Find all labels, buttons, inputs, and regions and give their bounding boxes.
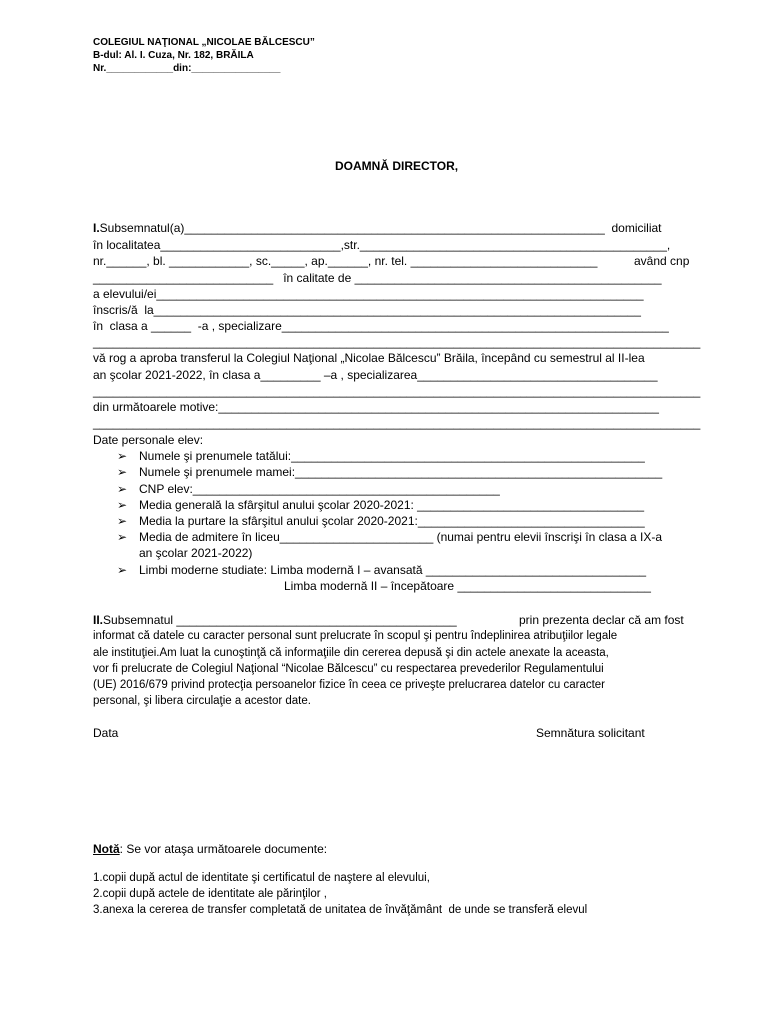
- section-1-numeral: I.: [93, 221, 100, 235]
- section-2-line-3: ale instituţiei.Am luat la cunoştinţă că informaţiile din cererea depusă şi din actele anexate la aceasta,: [93, 647, 609, 659]
- section-1-line-4: ___________________________ în calitate de ______________________________________________: [93, 271, 662, 285]
- arrow-bullet-icon: ➢: [117, 482, 128, 496]
- section-2-numeral: II.: [93, 613, 104, 627]
- section-2-line-1: II.Subsemnatul __________________________________________: [93, 613, 457, 627]
- list-item: ➢ Media generală la sfârşitul anului şcolar 2020-2021: __________________________________: [117, 498, 645, 512]
- list-item-continuation: Limba modernă II – începătoare _____________________________: [284, 579, 651, 593]
- section-1-line-6: înscris/ă la_________________________________________________________________________: [93, 303, 641, 317]
- section-1-line-3: nr.______, bl. ____________, sc._____, ap.______, nr. tel. ____________________________: [93, 254, 598, 268]
- arrow-bullet-icon: ➢: [117, 498, 128, 512]
- section-2-line-5: (UE) 2016/679 privind protecţia persoanelor fizice în ceea ce priveşte prelucrarea datelor cu caracter: [93, 679, 606, 691]
- section-1-line-8: ___________________________________________________________________________________________: [93, 335, 701, 349]
- list-item: ➢ Numele şi prenumele tatălui:_____________________________________________________: [117, 449, 645, 463]
- page-title: DOAMNĂ DIRECTOR,: [335, 159, 459, 173]
- note-heading: Notă: Se vor ataşa următoarele documente:: [93, 842, 328, 856]
- list-item: ➢ Numele şi prenumele mamei:_______________________________________________________: [117, 465, 663, 479]
- list-item-continuation: an şcolar 2021-2022): [139, 546, 253, 560]
- section-1-line-9: vă rog a aproba transferul la Colegiul Naţional „Nicolae Bălcescu” Brăila, începând cu semestrul al II-lea: [93, 351, 645, 365]
- section-1-line-11: ___________________________________________________________________________________________: [93, 384, 701, 398]
- list-item: ➢ Media de admitere în liceu_______________________ (numai pentru elevii înscrişi în clasa a IX-a: [117, 530, 663, 544]
- school-address: B-dul: Al. I. Cuza, Nr. 182, BRĂILA: [93, 50, 254, 61]
- section-2-line-6: personal, şi libera circulaţie a acestor date.: [93, 695, 311, 707]
- note-item: 3.anexa la cererea de transfer completată de unitatea de învăţământ de unde se transferă elevul: [93, 904, 588, 916]
- section-1-line-7: în clasa a ______ -a , specializare__________________________________________________________: [93, 319, 669, 333]
- arrow-bullet-icon: ➢: [117, 563, 128, 577]
- list-item: ➢ Media la purtare la sfârşitul anului şcolar 2020-2021:__________________________________: [117, 514, 645, 528]
- arrow-bullet-icon: ➢: [117, 530, 128, 544]
- subsemnatul-field: Subsemnatul(a)_______________________________________________________________ domiciliat: [99, 221, 662, 235]
- arrow-bullet-icon: ➢: [117, 514, 128, 528]
- section-1-line-1: [93, 220, 662, 236]
- section-1-line-13: ___________________________________________________________________________________________: [93, 416, 701, 430]
- section-1-line-5: a elevului/ei_________________________________________________________________________: [93, 287, 644, 301]
- note-label: Notă: [93, 842, 120, 856]
- school-name: COLEGIUL NAŢIONAL „NICOLAE BĂLCESCU”: [93, 37, 315, 48]
- personal-data-heading: Date personale elev:: [93, 433, 204, 447]
- signature-label: Semnătura solicitant: [536, 726, 645, 740]
- list-item: ➢ Limbi moderne studiate: Limba modernă I – avansată _________________________________: [117, 563, 647, 577]
- cnp-label: având cnp: [634, 254, 690, 268]
- arrow-bullet-icon: ➢: [117, 449, 128, 463]
- note-item: 1.copii după actul de identitate şi certificatul de naştere al elevului,: [93, 872, 430, 884]
- registration-number: Nr.____________din:________________: [93, 63, 281, 74]
- section-1-line-10: an şcolar 2021-2022, în clasa a_________ –a , specializarea____________________________________: [93, 368, 658, 382]
- date-label: Data: [93, 726, 119, 740]
- section-2-line-4: vor fi prelucrate de Colegiul Naţional “Nicolae Bălcescu” cu respectarea prevederilor Regulamentului: [93, 663, 604, 675]
- section-1-line-2: în localitatea___________________________,str.______________________________________________,: [93, 238, 671, 252]
- arrow-bullet-icon: ➢: [117, 465, 128, 479]
- list-item: ➢ CNP elev:______________________________________________: [117, 482, 500, 496]
- section-2-line-2: informat că datele cu caracter personal sunt prelucrate în scopul şi pentru îndeplinirea atribuţiilor legale: [93, 630, 618, 642]
- note-item: 2.copii după actele de identitate ale părinţilor ,: [93, 888, 327, 900]
- section-1-line-12: din următoarele motive:__________________________________________________________________: [93, 400, 659, 414]
- section-2-line-1-end: prin prezenta declar că am fost: [519, 613, 684, 627]
